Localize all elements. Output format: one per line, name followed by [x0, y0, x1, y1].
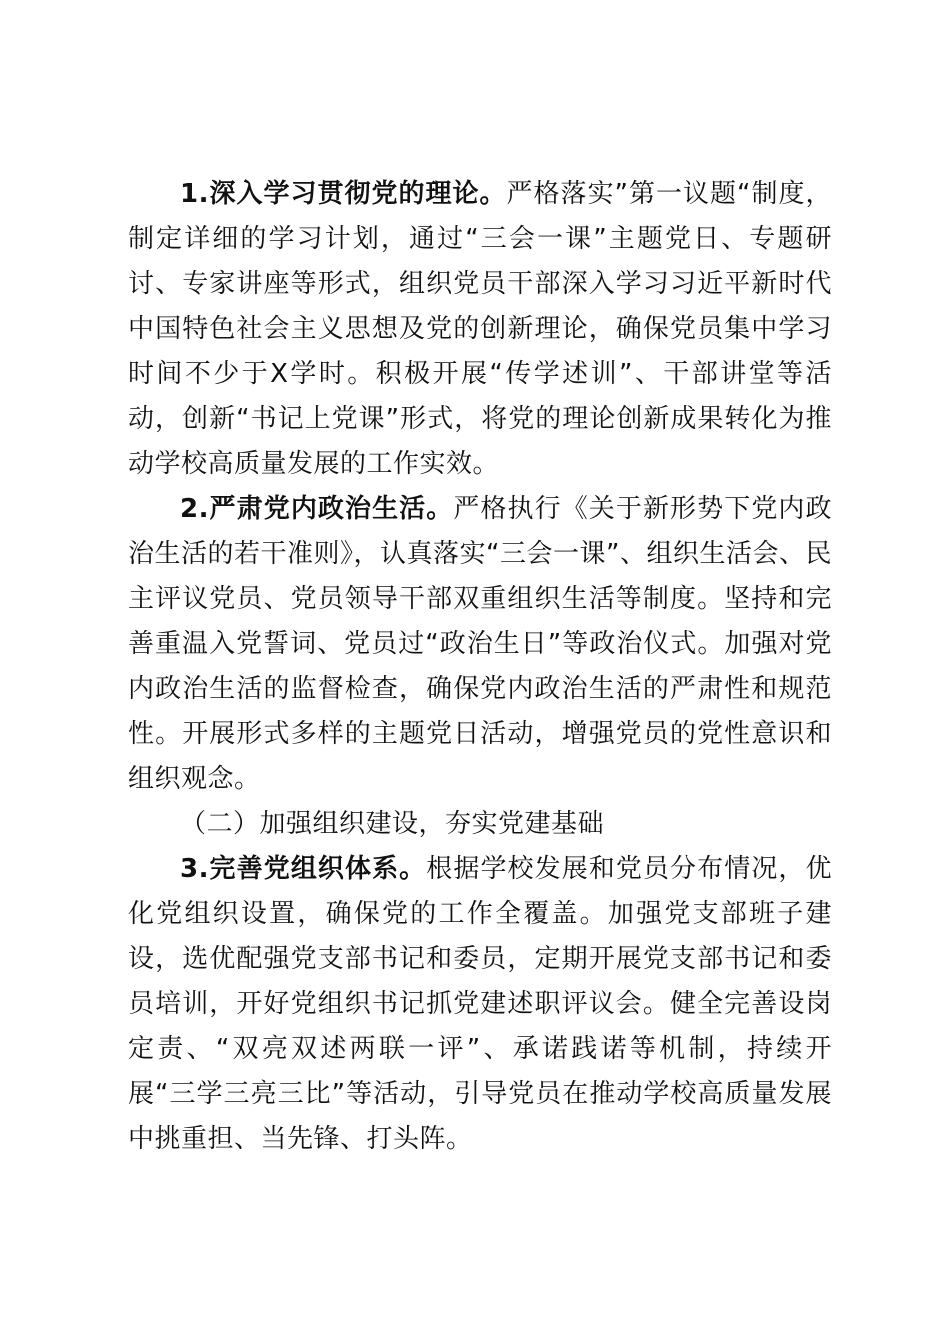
- paragraph-2-body: 严格执行《关于新形势下党内政治生活的若干准则》，认真落实“三会一课”、组织生活会、民主评议党员、党员领导干部双重组织生活等制度。坚持和完善重温入党誓词、党员过“政治生日”等政治仪式。加强对党内政治生活的监督检查，确保党内政治生活的严肃性和规范性。开展形式多样的主题党日活动，增强党员的党性意识和组织观念。: [128, 494, 832, 794]
- paragraph-1-lead: 1.深入学习贯彻党的理论。: [180, 179, 507, 209]
- section-heading: （二）加强组织建设，夯实党建基础: [180, 809, 605, 839]
- document-page: [128, 172, 832, 1162]
- paragraph-2: [128, 487, 832, 802]
- paragraph-3-body: 根据学校发展和党员分布情况，优化党组织设置，确保党的工作全覆盖。加强党支部班子建设，选优配强党支部书记和委员，定期开展党支部书记和委员培训，开好党组织书记抓党建述职评议会。健全完善设岗定责、“双亮双述两联一评”、承诺践诺等机制，持续开展“三学三亮三比”等活动，引导党员在推动学校高质量发展中挑重担、当先锋、打头阵。: [128, 854, 832, 1154]
- paragraph-1-body: 严格落实”第一议题“制度，制定详细的学习计划，通过“三会一课”主题党日、专题研讨、专家讲座等形式，组织党员干部深入学习习近平新时代中国特色社会主义思想及党的创新理论，确保党员集中学习时间不少于X学时。积极开展“传学述训”、干部讲堂等活动，创新“书记上党课”形式，将党的理论创新成果转化为推动学校高质量发展的工作实效。: [128, 179, 832, 479]
- paragraph-3: [128, 847, 832, 1162]
- paragraph-3-lead: 3.完善党组织体系。: [180, 854, 427, 884]
- paragraph-1: [128, 172, 832, 487]
- paragraph-2-lead: 2.严肃党内政治生活。: [180, 494, 454, 524]
